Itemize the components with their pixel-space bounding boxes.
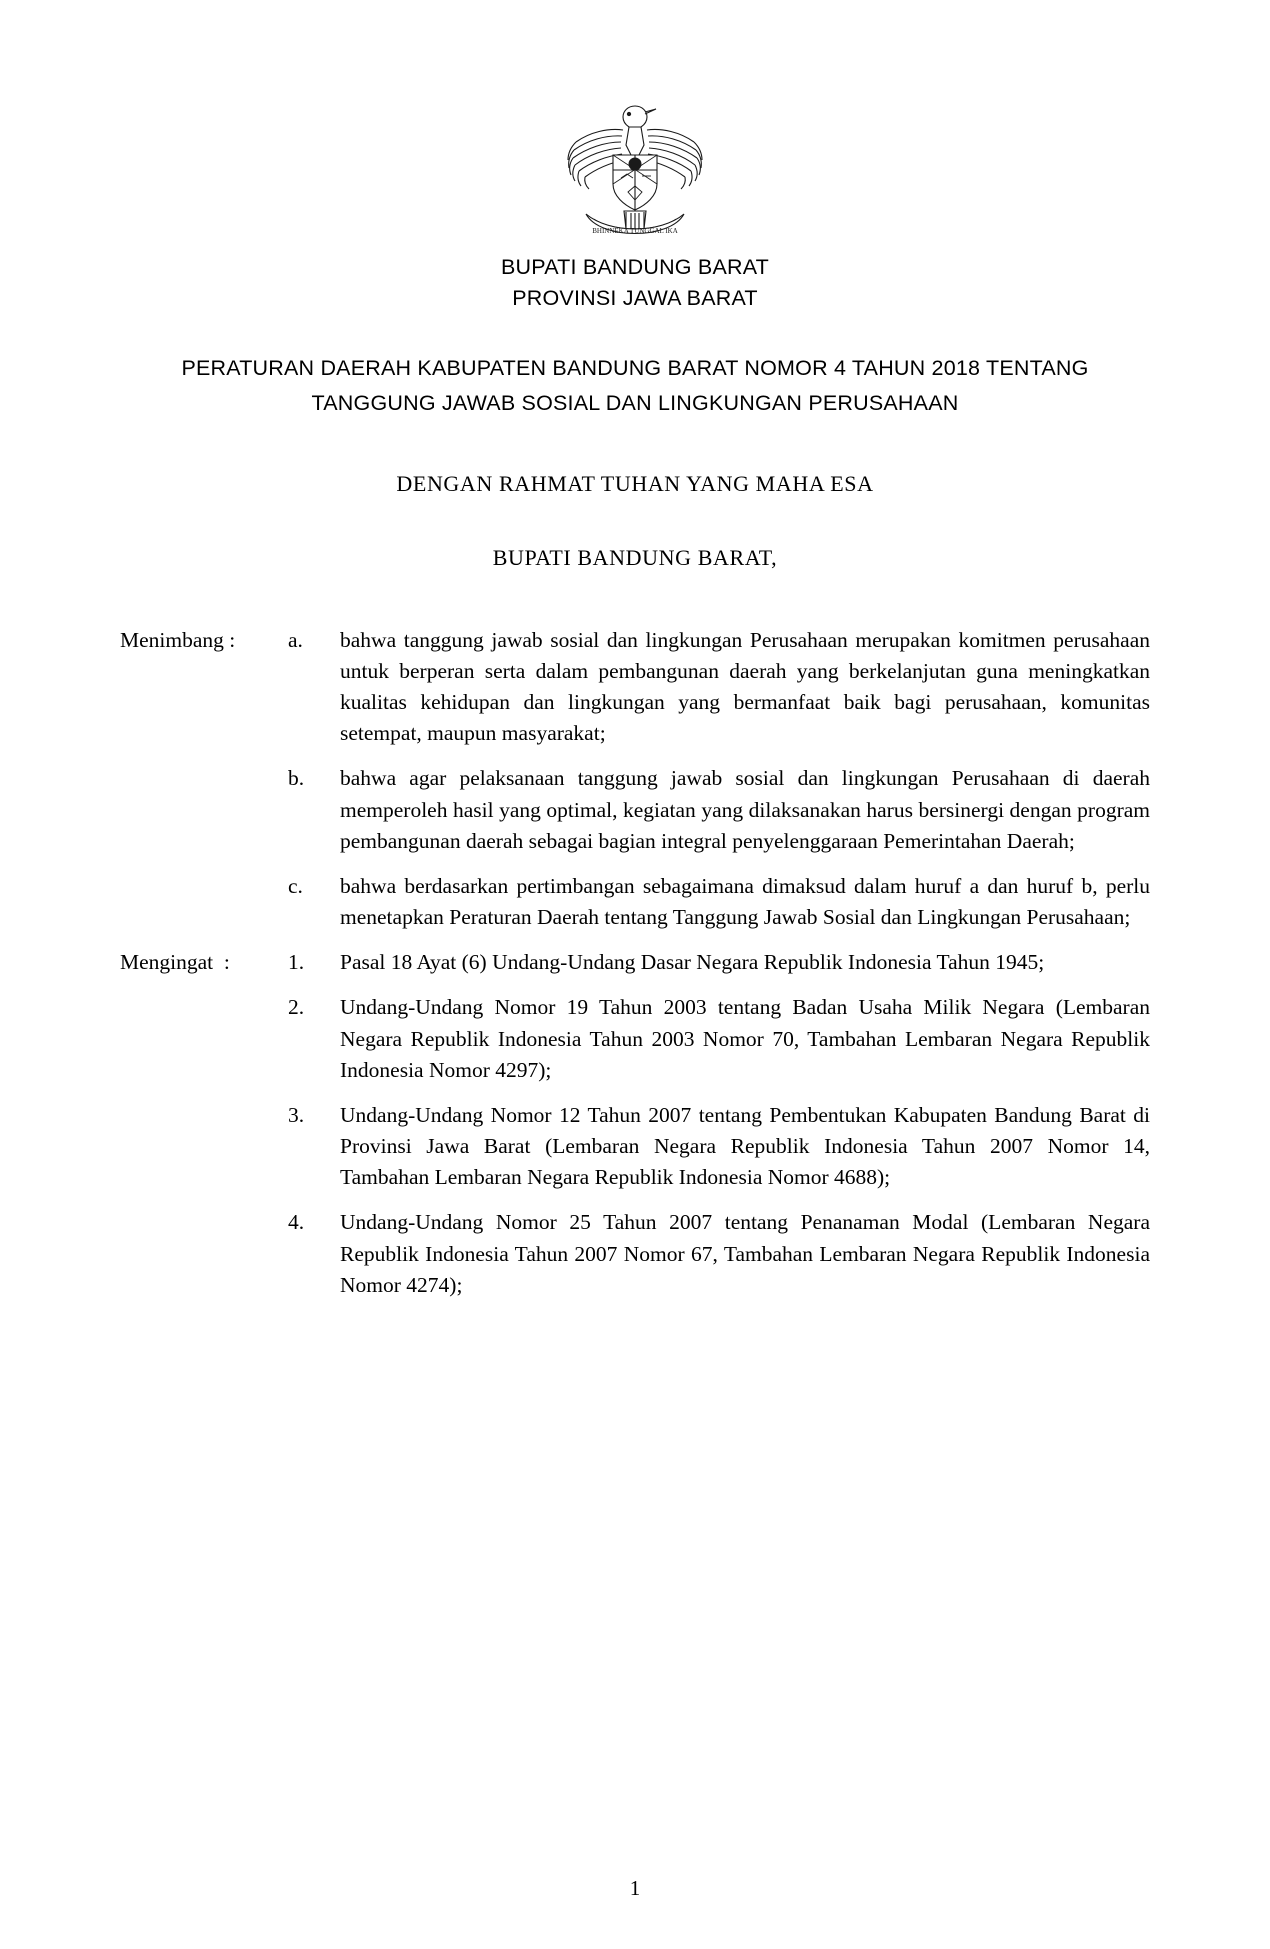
considering-item-c <box>120 871 1150 933</box>
blessing-line: DENGAN RAHMAT TUHAN YANG MAHA ESA <box>396 470 874 496</box>
recalling-marker-2: 2. <box>288 995 305 1020</box>
recalling-item-3 <box>120 1100 1150 1194</box>
considering-marker-b: b. <box>288 766 305 791</box>
title-line-4: TANGGUNG JAWAB SOSIAL DAN LINGKUNGAN PERUSAHAAN <box>311 390 959 415</box>
recalling-marker-4: 4. <box>288 1210 305 1235</box>
considering-text-c: bahwa berdasarkan pertimbangan sebagaimana dimaksud dalam huruf a dan huruf b, perlu menetapkan Peraturan Daerah tentang Tanggung Jawab Sosial dan Lingkungan Perusahaan; <box>340 873 1150 930</box>
considering-label: Menimbang : <box>120 627 236 652</box>
recalling-item-1 <box>120 947 1150 978</box>
considering-text-a: bahwa tanggung jawab sosial dan lingkungan Perusahaan merupakan komitmen perusahaan untuk berperan serta dalam pembangunan daerah yang berkelanjutan guna meningkatkan kualitas kehidupan dan lingkungan yang bermanfaat baik bagi perusahaan, komunitas setempat, maupun masyarakat; <box>340 627 1150 746</box>
header-line-1: BUPATI BANDUNG BARAT <box>500 255 769 279</box>
considering-text-b: bahwa agar pelaksanaan tanggung jawab sosial dan lingkungan Perusahaan di daerah memperoleh hasil yang optimal, kegiatan yang dilaksanakan harus bersinergi dengan program pembangunan daerah sebagai bagian integral penyelenggaraan Pemerintahan Daerah; <box>340 766 1150 853</box>
considering-marker-a: a. <box>288 627 303 652</box>
document-header <box>120 252 1150 313</box>
garuda-pancasila-emblem <box>550 92 720 247</box>
considering-marker-c: c. <box>288 873 303 898</box>
recalling-marker-1: 1. <box>288 950 305 975</box>
title-line-1: PERATURAN DAERAH KABUPATEN BANDUNG BARAT <box>181 356 739 381</box>
recalling-section <box>120 947 1150 1301</box>
recalling-text-3: Undang-Undang Nomor 12 Tahun 2007 tentang Pembentukan Kabupaten Bandung Barat di Provinsi Jawa Barat (Lembaran Negara Republik Indonesia Tahun 2007 Nomor 14, Tambahan Lembaran Negara Republik Indonesia Nomor 4688); <box>340 1102 1150 1190</box>
page-number: 1 <box>629 1876 641 1900</box>
recalling-text-1: Pasal 18 Ayat (6) Undang-Undang Dasar Negara Republik Indonesia Tahun 1945; <box>340 950 1045 975</box>
considering-section <box>120 625 1150 934</box>
considering-item-a <box>120 625 1150 750</box>
signer-line: BUPATI BANDUNG BARAT, <box>492 544 778 570</box>
recalling-label: Mengingat : <box>120 950 230 975</box>
svg-text:BHINNEKA TUNGGAL IKA: BHINNEKA TUNGGAL IKA <box>592 227 678 235</box>
recalling-text-4: Undang-Undang Nomor 25 Tahun 2007 tentang Penanaman Modal (Lembaran Negara Republik Indonesia Tahun 2007 Nomor 67, Tambahan Lembaran Negara Republik Indonesia Nomor 4274); <box>340 1210 1150 1297</box>
header-line-2: PROVINSI JAWA BARAT <box>512 285 758 310</box>
title-line-2: NOMOR 4 TAHUN 2018 <box>744 356 981 381</box>
considering-item-b <box>120 763 1150 857</box>
recalling-item-4 <box>120 1207 1150 1301</box>
recalling-marker-3: 3. <box>288 1102 305 1127</box>
recalling-item-2 <box>120 992 1150 1086</box>
document-title <box>120 351 1150 421</box>
emblem-container <box>120 92 1150 252</box>
title-line-3: TENTANG <box>986 356 1089 381</box>
recalling-text-2: Undang-Undang Nomor 19 Tahun 2003 tentang Badan Usaha Milik Negara (Lembaran Negara Republik Indonesia Tahun 2003 Nomor 70, Tambahan Lembaran Negara Republik Indonesia Nomor 4297); <box>340 995 1150 1082</box>
